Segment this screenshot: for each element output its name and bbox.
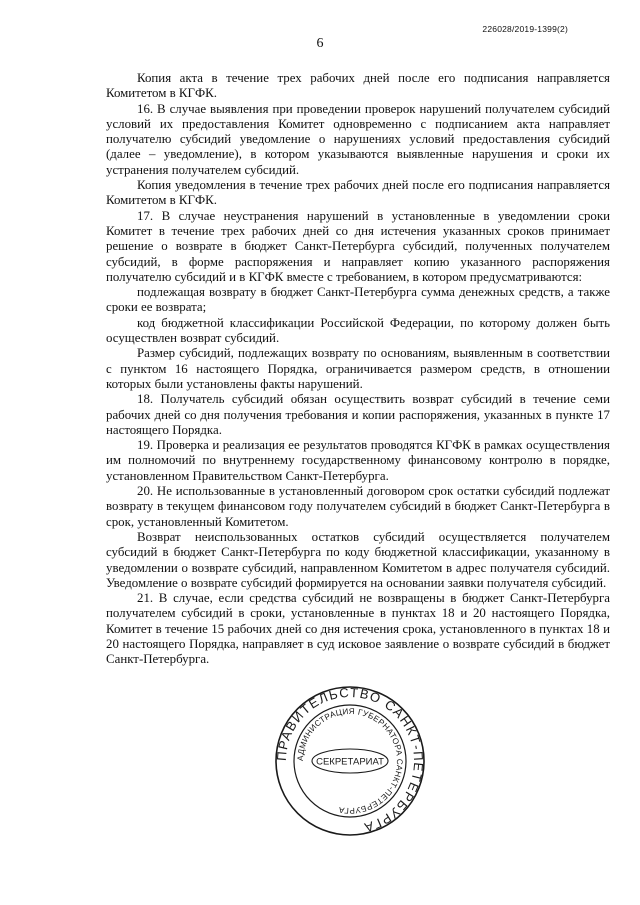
paragraph: Копия уведомления в течение трех рабочих дней после его подписания направляется Комитетом в КГФК. [106,178,610,208]
stamp-outer-text: ПРАВИТЕЛЬСТВО САНКТ-ПЕТЕРБУРГА [274,685,426,836]
paragraph: 16. В случае выявления при проведении проверок нарушений получателем субсидий условий их предоставления Комитет одновременно с подписанием акта направляет получателю субсидий уведомление о нарушениях условий предоставления субсидий (далее – уведомление), в котором указываются выявленные нарушения и сроки их устранения получателем субсидий. [106,101,610,177]
stamp-center-text: СЕКРЕТАРИАТ [316,756,384,768]
document-id: 226028/2019-1399(2) [482,24,568,34]
paragraph: Размер субсидий, подлежащих возврату по основаниям, выявленным в соответствии с пунктом 16 настоящего Порядка, ограничивается размером средств, в отношении которых были установлены факты нарушений. [106,346,610,391]
paragraph: 19. Проверка и реализация ее результатов проводятся КГФК в рамках осуществления им полномочий по внутреннему государственному финансовому контролю в порядке, установленном Правительством Санкт-Петербурга. [106,438,610,483]
paragraph: 20. Не использованные в установленный договором срок остатки субсидий подлежат возврату в текущем финансовом году получателем субсидий в бюджет Санкт-Петербурга в срок, установленный Комитетом. [106,484,610,529]
document-body [106,71,610,668]
paragraph: 18. Получатель субсидий обязан осуществить возврат субсидий в течение семи рабочих дней со дня получения требования и копии распоряжения, указанных в пункте 17 настоящего Порядка. [106,392,610,437]
page-number: 6 [316,36,324,51]
secretariat-stamp [274,685,426,837]
paragraph: Возврат неиспользованных остатков субсидий осуществляется получателем субсидий в бюджет Санкт-Петербурга по коду бюджетной классификации, указанному в уведомлении о возврате субсидий, направленном Комитетом в адрес получателя субсидий. Уведомление о возврате субсидий формируется на основании заявки получателя субсидий. [106,529,610,590]
paragraph: 21. В случае, если средства субсидий не возвращены в бюджет Санкт-Петербурга получателем субсидий в сроки, установленные в пунктах 18 и 20 настоящего Порядка, Комитет в течение 15 рабочих дней со дня истечения срока, установленного в пунктах 18 и 20 настоящего Порядка, направляет в суд исковое заявление о возврате субсидий в бюджет Санкт-Петербурга. [106,591,610,667]
stamp-inner-text: АДМИНИСТРАЦИЯ ГУБЕРНАТОРА САНКТ-ПЕТЕРБУРГА [295,706,405,816]
paragraph: Копия акта в течение трех рабочих дней после его подписания направляется Комитетом в КГФК. [106,71,610,101]
paragraph: код бюджетной классификации Российской Федерации, по которому должен быть осуществлен возврат субсидий. [106,315,610,346]
paragraph: 17. В случае неустранения нарушений в установленные в уведомлении сроки Комитет в течение трех рабочих дней со дня истечения указанных сроков принимает решение о возврате в бюджет Санкт-Петербурга субсидий, полученных получателем субсидий, в форме распоряжения и направляет копию указанного распоряжения получателю субсидий и в КГФК вместе с требованием, в котором предусматриваются: [106,208,610,284]
paragraph: подлежащая возврату в бюджет Санкт-Петербурга сумма денежных средств, а также сроки ее возврата; [106,285,610,315]
